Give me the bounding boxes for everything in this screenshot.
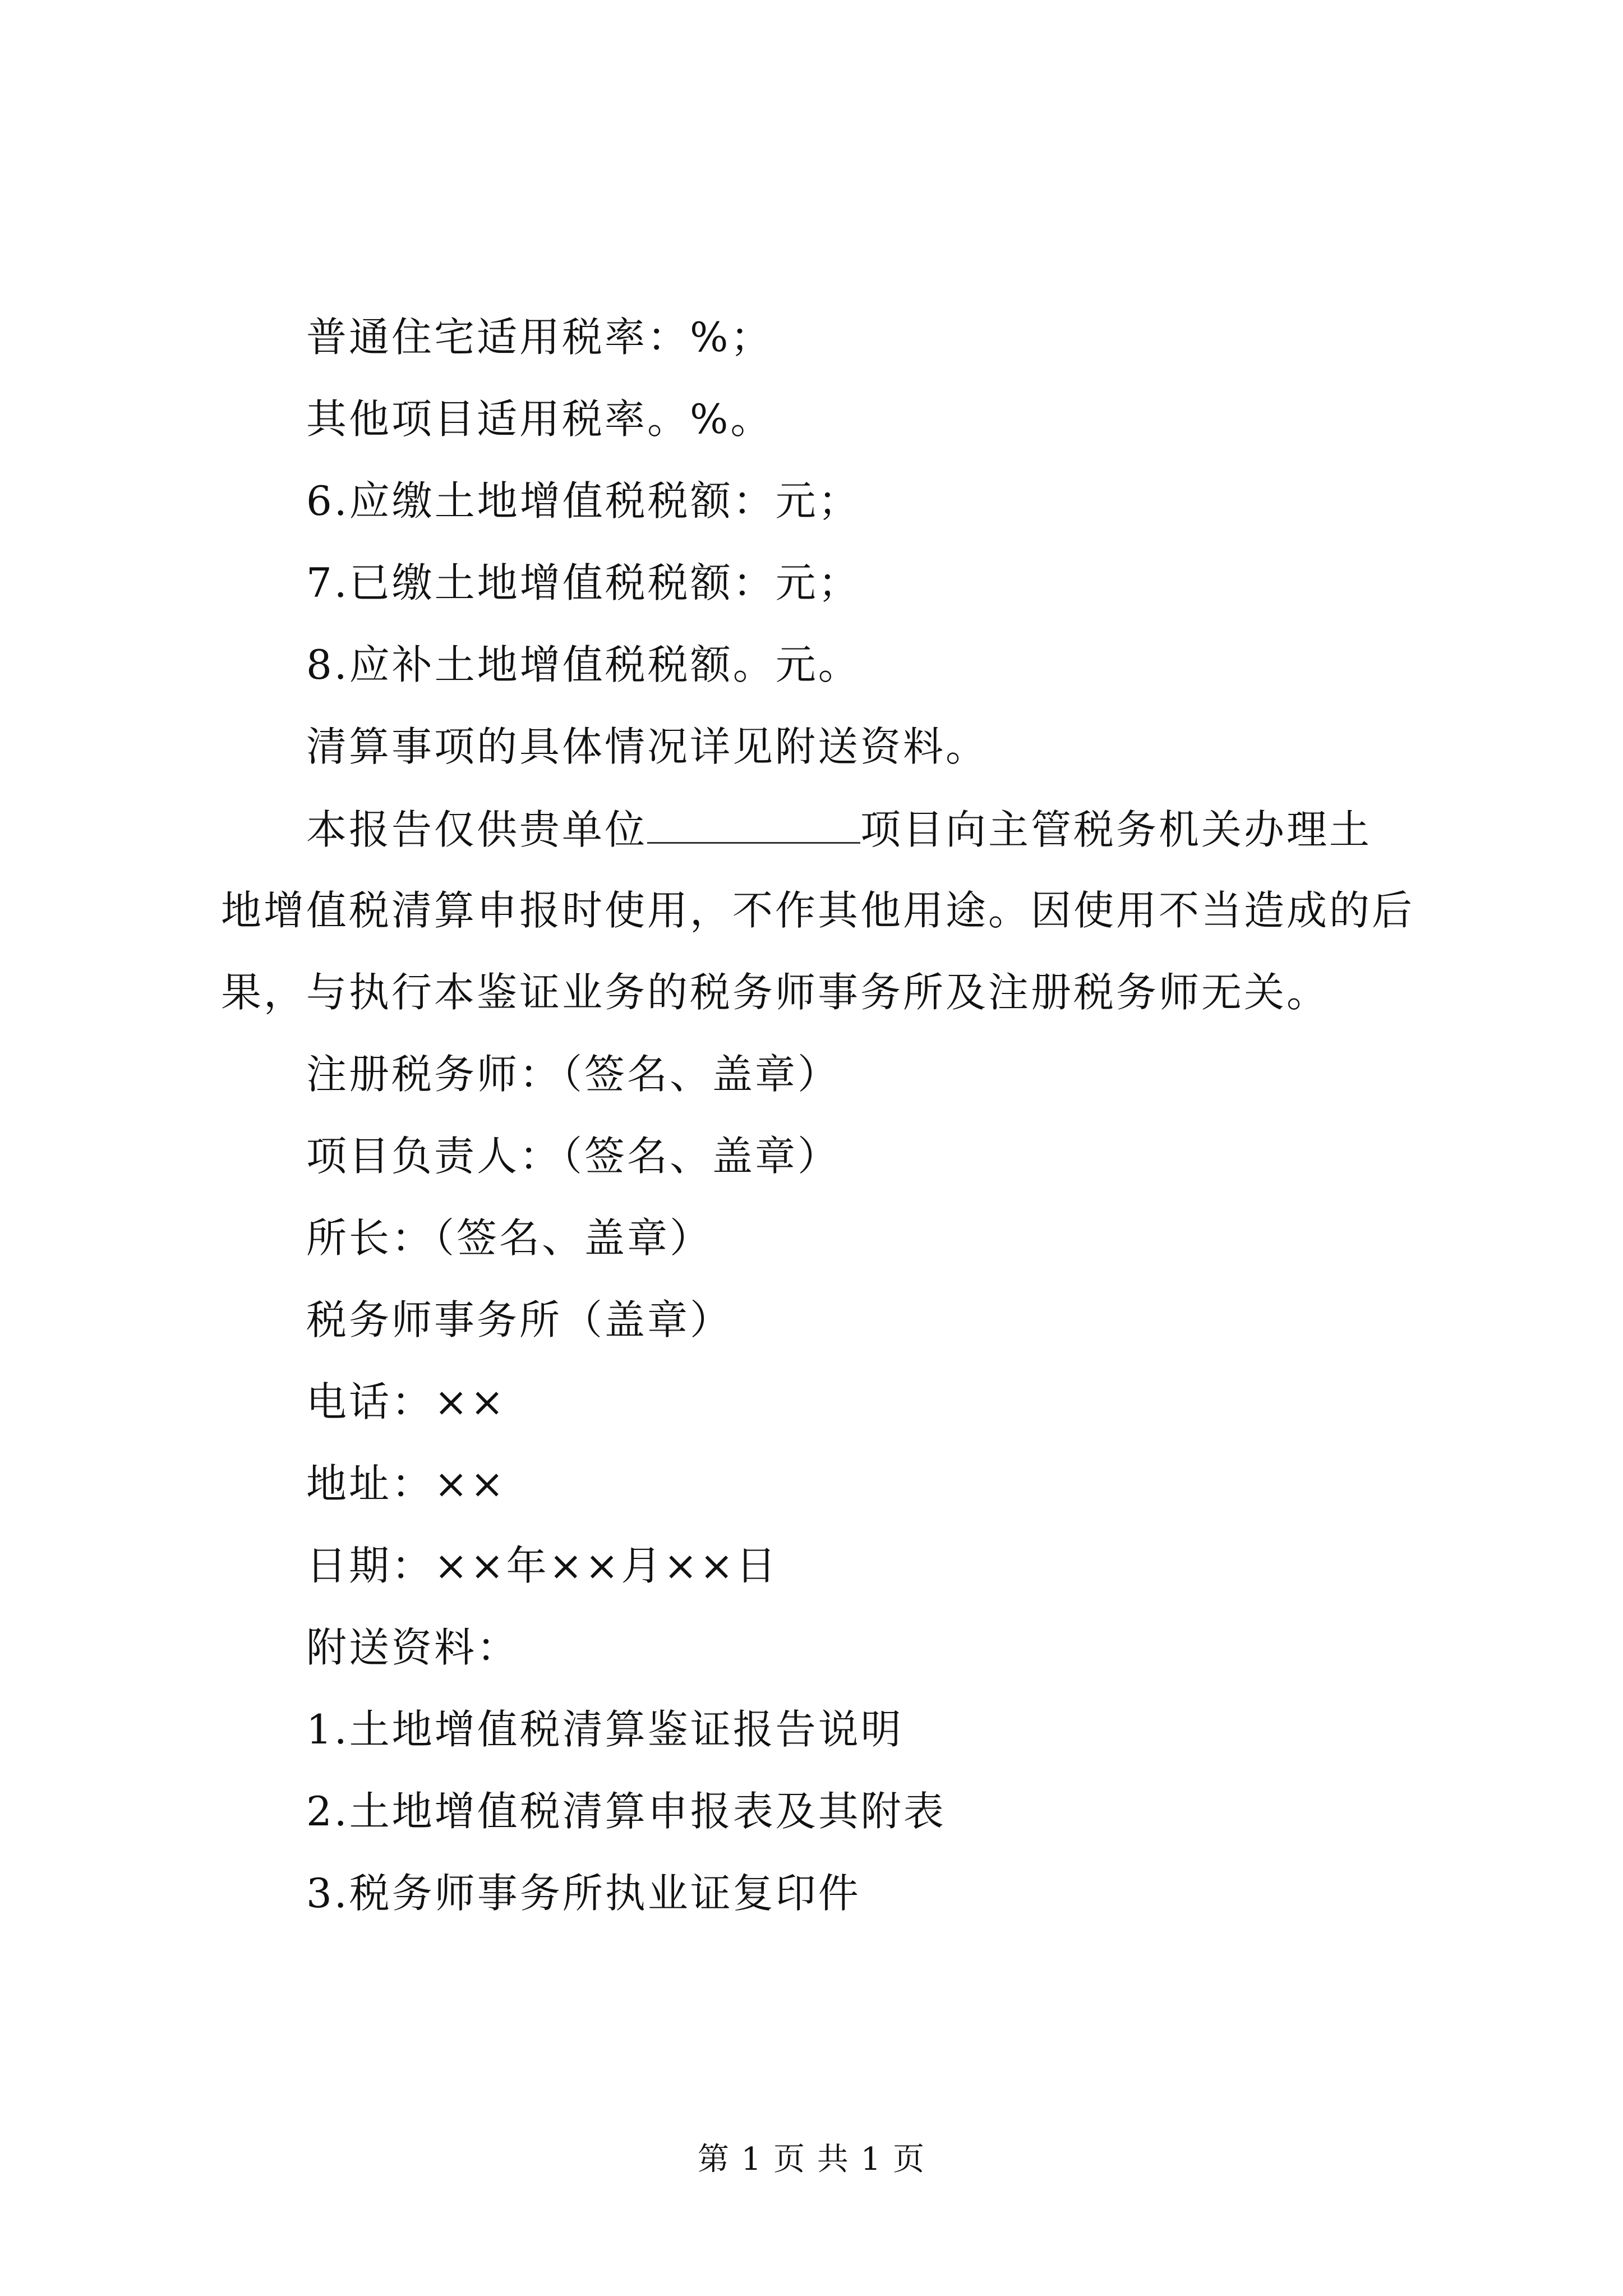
signature-firm-seal: 税务师事务所（盖章）: [306, 1296, 733, 1343]
attachment-item-3: 3.税务师事务所执业证复印件: [306, 1870, 861, 1917]
tax-supplement-line: 8.应补土地增值税税额。元。: [306, 641, 861, 688]
usage-paragraph-prefix: 本报告仅供贵单位: [306, 806, 648, 853]
page-number-footer: 第 1 页 共 1 页: [697, 2141, 926, 2178]
details-note: 清算事项的具体情况详见附送资料。: [306, 723, 989, 770]
rate-other-projects: 其他项目适用税率。%。: [306, 395, 773, 443]
signature-registered-tax-agent: 注册税务师：（签名、盖章）: [306, 1051, 841, 1098]
unit-name-blank: [647, 808, 860, 844]
tax-paid-line: 7.已缴土地增值税税额：元；: [306, 559, 861, 606]
date-line: 日期：××年××月××日: [306, 1542, 778, 1589]
usage-paragraph-suffix: 项目向主管税务机关办理土: [860, 806, 1372, 853]
usage-paragraph-line-3: 果，与执行本鉴证业务的税务师事务所及注册税务师无关。: [221, 969, 1330, 1016]
signature-project-lead: 项目负责人：（签名、盖章）: [306, 1133, 841, 1180]
tax-payable-line: 6.应缴土地增值税税额：元；: [306, 477, 861, 524]
attachment-item-1: 1.土地增值税清算鉴证报告说明: [306, 1706, 903, 1753]
attachments-title: 附送资料：: [306, 1624, 520, 1671]
phone-line: 电话：××: [306, 1378, 506, 1425]
signature-director: 所长：（签名、盖章）: [306, 1214, 713, 1262]
rate-ordinary-housing: 普通住宅适用税率：%；: [306, 314, 773, 361]
address-line: 地址：××: [306, 1460, 506, 1507]
usage-paragraph-line-2: 地增值税清算申报时使用，不作其他用途。因使用不当造成的后: [221, 887, 1415, 934]
usage-paragraph-line-1: [306, 806, 1372, 853]
attachment-item-2: 2.土地增值税清算申报表及其附表: [306, 1788, 946, 1835]
